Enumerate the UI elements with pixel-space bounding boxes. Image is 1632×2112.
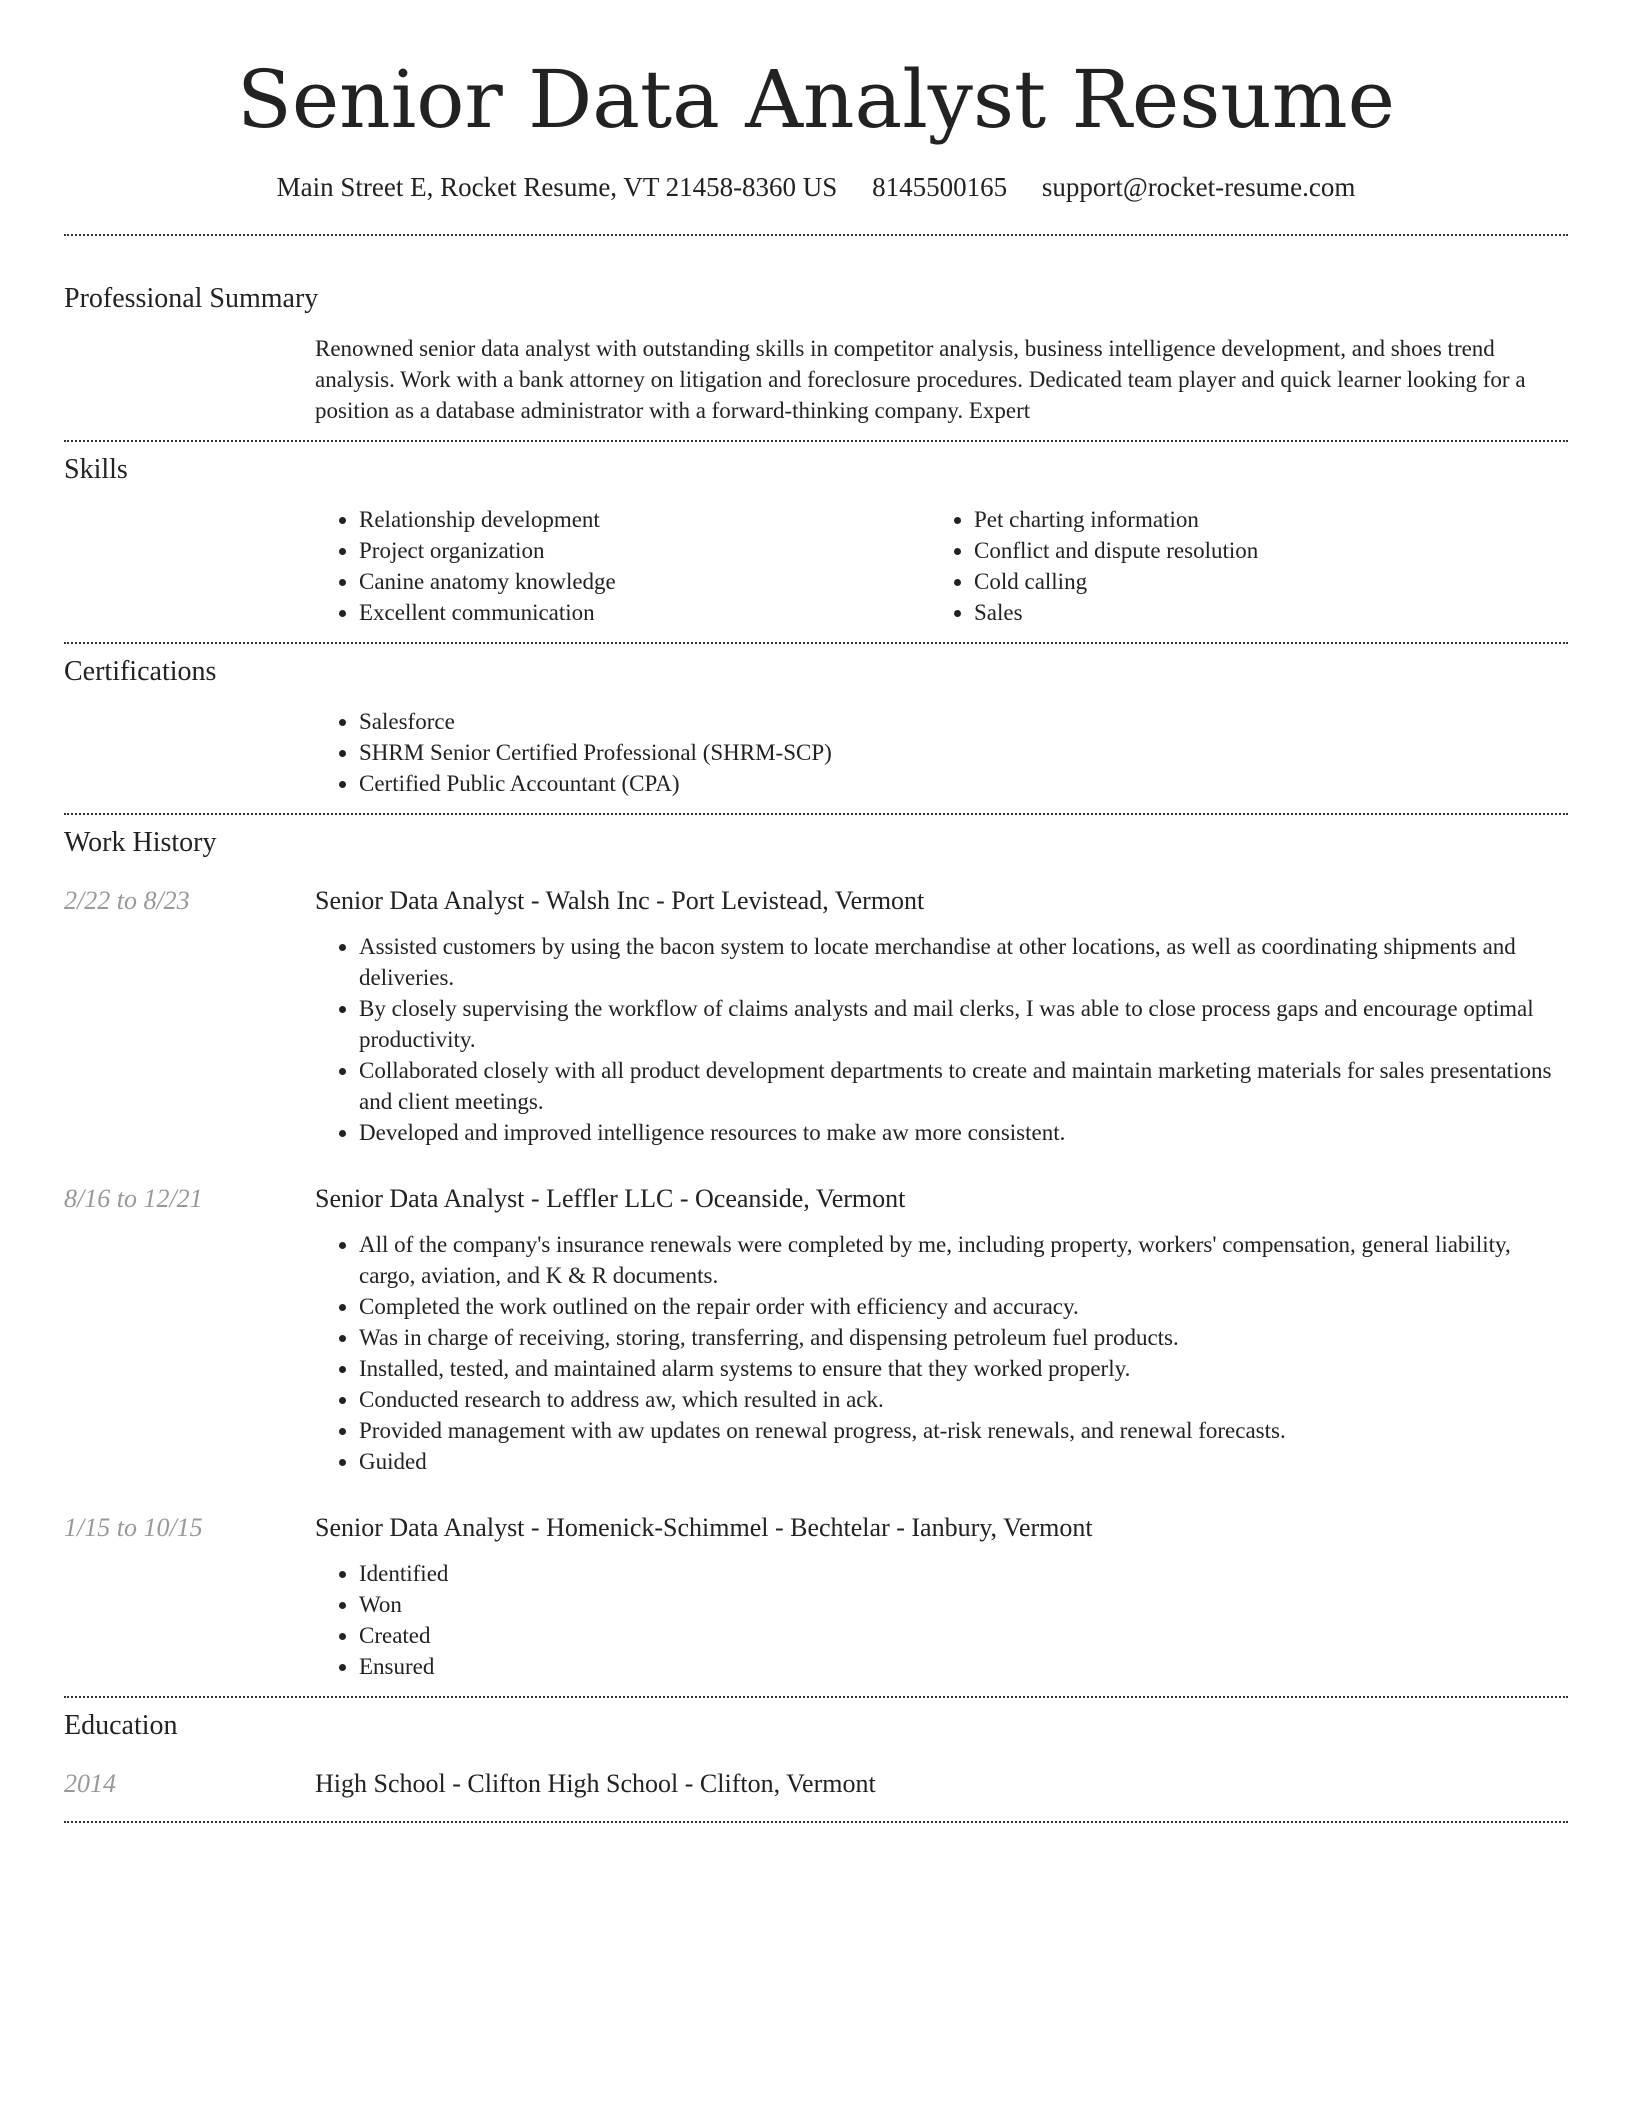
job-bullet-list — [315, 931, 1568, 1148]
list-item: • Assisted customers by using the bacon system to locate merchandise at other locations, as well as coordinating shipments and deliveries. — [359, 931, 1568, 993]
job-title: Senior Data Analyst - Homenick-Schimmel - Bechtelar - Ianbury, Vermont — [315, 1513, 1093, 1542]
divider — [64, 1821, 1568, 1823]
list-item: • Provided management with aw updates on renewal progress, at-risk renewals, and renewal forecasts. — [359, 1415, 1568, 1446]
resume-page — [64, 0, 1568, 1823]
list-item: • By closely supervising the workflow of claims analysts and mail clerks, I was able to close process gaps and encourage optimal productivity. — [359, 993, 1568, 1055]
list-item: • Canine anatomy knowledge — [359, 566, 930, 597]
job-dates: 8/16 to 12/21 — [64, 1184, 203, 1213]
contact-phone: 8145500165 — [872, 172, 1008, 202]
job-bullet-list — [315, 1229, 1568, 1477]
list-item: • Sales — [974, 597, 1545, 628]
list-item: • Certified Public Accountant (CPA) — [359, 768, 1568, 799]
education-heading: Education — [64, 1710, 178, 1741]
job-entry — [64, 1182, 1568, 1477]
skills-list-left — [315, 504, 930, 628]
list-item: • Created — [359, 1620, 1568, 1651]
list-item: • Won — [359, 1589, 1568, 1620]
list-item: • Excellent communication — [359, 597, 930, 628]
list-item: • Conflict and dispute resolution — [974, 535, 1545, 566]
job-bullets — [315, 931, 1568, 1148]
job-title: Senior Data Analyst - Leffler LLC - Oceanside, Vermont — [315, 1184, 906, 1213]
summary-heading: Professional Summary — [64, 283, 319, 314]
list-item: • Was in charge of receiving, storing, transferring, and dispensing petroleum fuel products. — [359, 1322, 1568, 1353]
job-title: Senior Data Analyst - Walsh Inc - Port Levistead, Vermont — [315, 886, 925, 915]
contact-address: Main Street E, Rocket Resume, VT 21458-8360 US — [276, 172, 838, 202]
work-section — [64, 815, 1568, 1682]
job-dates: 2/22 to 8/23 — [64, 886, 190, 915]
contact-line — [64, 170, 1568, 204]
skills-section — [64, 442, 1568, 628]
resume-title: Senior Data Analyst Resume — [237, 53, 1395, 146]
skills-column-right — [930, 504, 1545, 628]
job-bullets — [315, 1558, 1568, 1682]
job-bullet-list — [315, 1558, 1568, 1682]
certifications-list — [315, 706, 1568, 799]
summary-content — [315, 333, 1568, 426]
list-item: • Guided — [359, 1446, 1568, 1477]
skills-content — [315, 504, 1568, 628]
list-item: • Relationship development — [359, 504, 930, 535]
list-item: • Developed and improved intelligence resources to make aw more consistent. — [359, 1117, 1568, 1148]
list-item: • Ensured — [359, 1651, 1568, 1682]
contact-email: support@rocket-resume.com — [1041, 172, 1356, 202]
list-item: • Completed the work outlined on the repair order with efficiency and accuracy. — [359, 1291, 1568, 1322]
skills-heading: Skills — [64, 454, 128, 485]
list-item: • Project organization — [359, 535, 930, 566]
certifications-content — [315, 706, 1568, 799]
skills-list-right — [930, 504, 1545, 628]
certifications-heading: Certifications — [64, 656, 217, 687]
list-item: • Identified — [359, 1558, 1568, 1589]
list-item: • Conducted research to address aw, which resulted in ack. — [359, 1384, 1568, 1415]
summary-section — [64, 236, 1568, 426]
education-entry — [64, 1767, 1568, 1801]
certifications-section — [64, 644, 1568, 799]
skills-grid — [315, 504, 1568, 628]
list-item: • Installed, tested, and maintained alarm systems to ensure that they worked properly. — [359, 1353, 1568, 1384]
education-school: High School - Clifton High School - Clifton, Vermont — [315, 1769, 876, 1798]
list-item: • Collaborated closely with all product development departments to create and maintain marketing materials for sales presentations and client meetings. — [359, 1055, 1568, 1117]
work-heading: Work History — [64, 827, 217, 858]
skills-column-left — [315, 504, 930, 628]
list-item: • SHRM Senior Certified Professional (SHRM-SCP) — [359, 737, 1568, 768]
list-item: • Cold calling — [974, 566, 1545, 597]
education-year: 2014 — [64, 1769, 116, 1798]
list-item: • Salesforce — [359, 706, 1568, 737]
job-entry — [64, 1511, 1568, 1682]
education-section — [64, 1698, 1568, 1801]
summary-text: Renowned senior data analyst with outstanding skills in competitor analysis, business intelligence development, and shoes trend analysis. Work with a bank attorney on litigation and foreclosure procedures. Dedicated team player and quick learner looking for a position as a database administrator with a forward-thinking company. Expert — [315, 336, 1526, 423]
list-item: • All of the company's insurance renewals were completed by me, including property, workers' compensation, general liability, cargo, aviation, and K & R documents. — [359, 1229, 1568, 1291]
job-bullets — [315, 1229, 1568, 1477]
job-entry — [64, 884, 1568, 1148]
list-item: • Pet charting information — [974, 504, 1545, 535]
job-dates: 1/15 to 10/15 — [64, 1513, 203, 1542]
